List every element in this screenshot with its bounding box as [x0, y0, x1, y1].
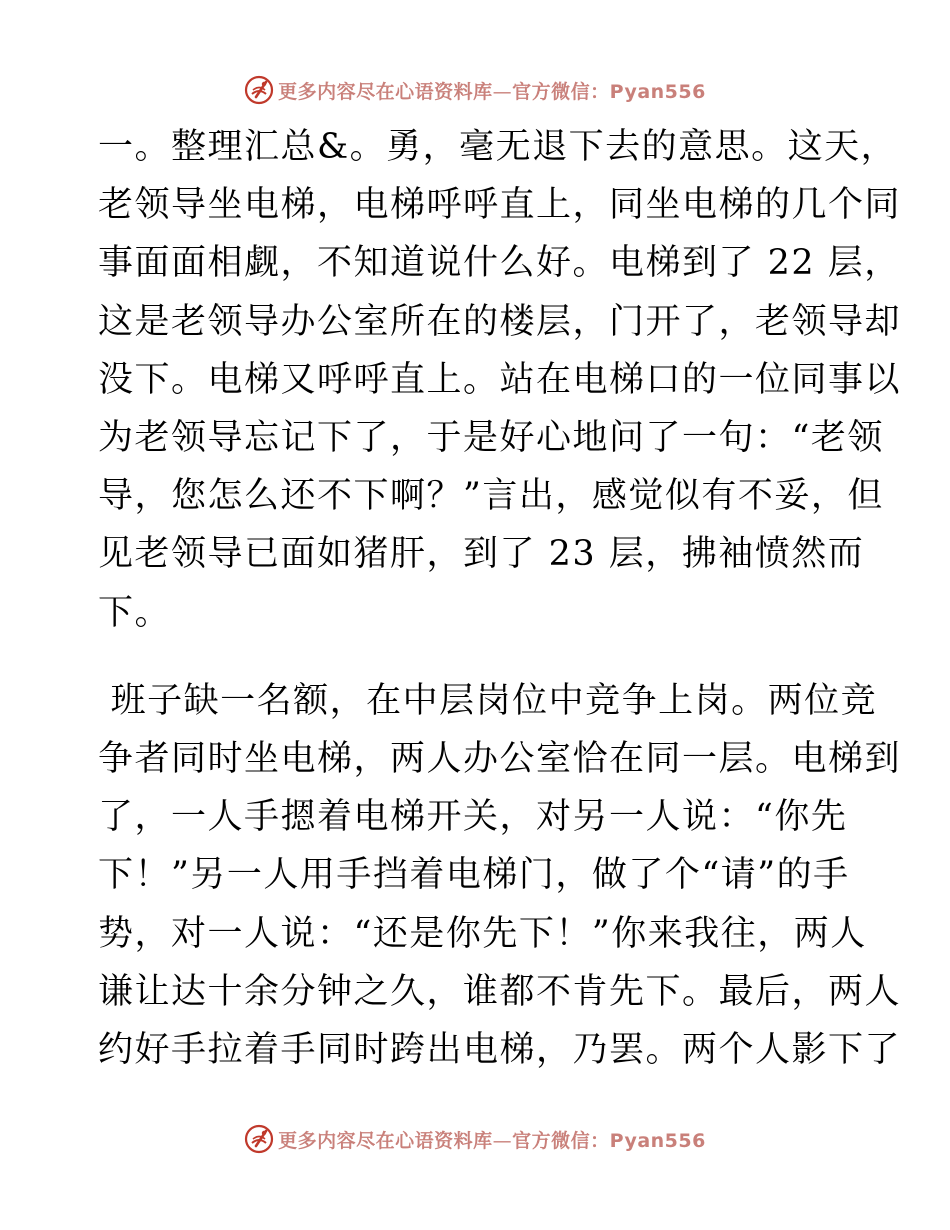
header-banner-wx-label: 官方微信： — [512, 80, 610, 103]
paragraph-2 — [98, 672, 902, 1079]
footer-banner-main: 更多内容尽在心语资料库 — [278, 1129, 493, 1152]
header-banner-text — [278, 77, 706, 104]
header-banner — [0, 70, 950, 110]
text-line: 势，对一人说：“还是你先下！”你来我往，两人 — [98, 913, 867, 954]
text-line: 没下。电梯又呼呼直上。站在电梯口的一位同事以 — [98, 359, 902, 400]
footer-banner-separator: — — [492, 1129, 513, 1152]
text-line: 见老领导已面如猪肝，到了 23 层，拂袖愤然而 — [98, 534, 865, 575]
text-line: 谦让达十余分钟之久，谁都不肯先下。最后，两人 — [98, 971, 902, 1012]
text-line: 下。 — [98, 592, 172, 633]
text-line: 导，您怎么还不下啊？”言出，感觉似有不妥，但 — [98, 476, 884, 517]
text-line: 班子缺一名额，在中层岗位中竞争上岗。两位竞 — [98, 680, 878, 721]
footer-banner-text — [278, 1126, 706, 1153]
header-banner-main: 更多内容尽在心语资料库 — [278, 80, 493, 103]
text-line: 一。整理汇总&。勇，毫无退下去的意思。这天， — [98, 127, 898, 167]
text-line: 事面面相觑，不知道说什么好。电梯到了 22 层， — [98, 243, 901, 284]
book-pen-logo-icon — [244, 75, 274, 105]
text-line: 约好手拉着手同时跨出电梯，乃罢。两个人影下了 — [98, 1030, 902, 1071]
text-line: 为老领导忘记下了，于是好心地问了一句：“老领 — [98, 418, 884, 459]
footer-banner-wx-id: Pyan556 — [609, 1129, 706, 1152]
header-banner-separator: — — [492, 80, 513, 103]
text-line: 了，一人手摁着电梯开关，对另一人说：“你先 — [98, 797, 848, 838]
document-body — [98, 118, 902, 1079]
text-line: 争者同时坐电梯，两人办公室恰在同一层。电梯到 — [98, 739, 902, 780]
footer-banner — [0, 1119, 950, 1159]
book-pen-logo-icon — [244, 1124, 274, 1154]
text-line: 下！”另一人用手挡着电梯门，做了个“请”的手 — [98, 855, 850, 896]
text-line: 老领导坐电梯，电梯呼呼直上，同坐电梯的几个同 — [98, 185, 902, 226]
text-line: 这是老领导办公室所在的楼层，门开了，老领导却 — [98, 301, 902, 342]
paragraph-1 — [98, 118, 902, 642]
footer-banner-wx-label: 官方微信： — [512, 1129, 610, 1152]
paragraph-gap — [98, 642, 858, 672]
header-banner-wx-id: Pyan556 — [609, 80, 706, 103]
